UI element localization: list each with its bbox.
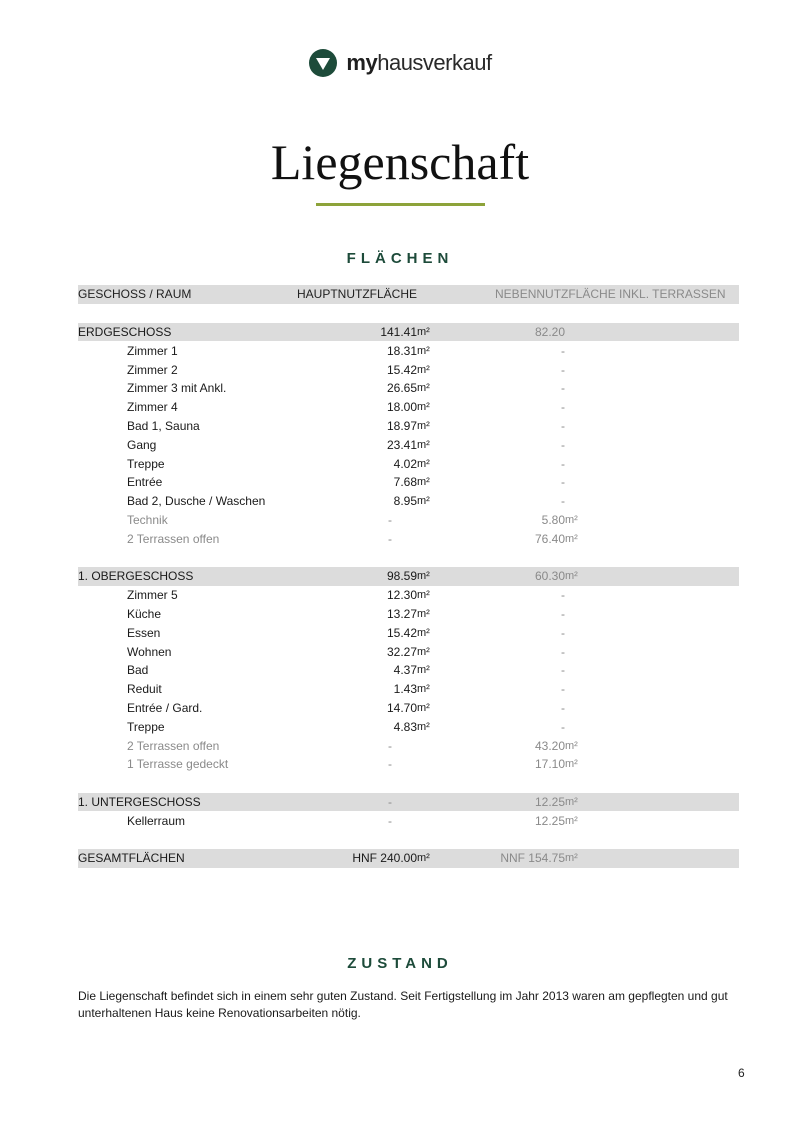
unit-label: m² bbox=[417, 645, 430, 658]
room-side-area: - bbox=[561, 381, 566, 396]
room-name: Entrée / Gard. bbox=[127, 700, 203, 715]
unit-label: m² bbox=[565, 793, 739, 812]
room-row bbox=[78, 398, 739, 417]
unit-label: m² bbox=[417, 720, 430, 733]
header-side-area: NEBENNUTZFLÄCHE INKL. TERRASSEN bbox=[457, 285, 739, 304]
condition-text: Die Liegenschaft befindet sich in einem sehr guten Zustand. Seit Fertigstellung im Jahr 2013 waren am gepflegten und gut unterhaltenen Haus keine Renovationsarbeiten nötig. bbox=[78, 989, 728, 1020]
spacer-row bbox=[78, 830, 739, 849]
unit-label: m² bbox=[417, 438, 430, 451]
room-side-area: - bbox=[561, 719, 566, 734]
unit-label: m² bbox=[565, 814, 578, 827]
total-main-area: HNF 240.00 bbox=[297, 849, 417, 868]
room-name: Zimmer 2 bbox=[127, 362, 178, 377]
brand-logo bbox=[0, 48, 800, 78]
room-main-area: 26.65 bbox=[386, 381, 418, 396]
shield-logo-icon bbox=[308, 48, 338, 78]
room-side-area: 12.25 bbox=[534, 813, 566, 828]
room-side-area: 5.80 bbox=[541, 512, 566, 527]
room-row bbox=[78, 454, 739, 473]
room-row bbox=[78, 699, 739, 718]
room-row bbox=[78, 755, 739, 774]
room-side-area: - bbox=[561, 625, 566, 640]
floor-name: ERDGESCHOSS bbox=[78, 323, 297, 342]
table-header bbox=[78, 285, 739, 304]
room-main-area: 18.97 bbox=[386, 418, 418, 433]
room-name: Technik bbox=[127, 512, 168, 527]
room-main-area: 15.42 bbox=[386, 625, 418, 640]
room-main-area: - bbox=[388, 813, 393, 828]
unit-label: m² bbox=[417, 419, 430, 432]
room-main-area: - bbox=[388, 738, 393, 753]
room-name: Reduit bbox=[127, 682, 162, 697]
unit-label: m² bbox=[417, 567, 457, 586]
unit-label: m² bbox=[417, 344, 430, 357]
areas-heading: FLÄCHEN bbox=[346, 250, 454, 267]
floor-row bbox=[78, 567, 739, 586]
room-main-area: 23.41 bbox=[386, 437, 418, 452]
unit-label: m² bbox=[417, 626, 430, 639]
floor-side-area: 82.20 bbox=[457, 323, 565, 342]
room-name: Bad 2, Dusche / Waschen bbox=[127, 494, 266, 509]
floor-main-area: 141.41 bbox=[297, 323, 417, 342]
brand-name: myhausverkauf bbox=[346, 50, 492, 75]
room-side-area: - bbox=[561, 682, 566, 697]
room-side-area: - bbox=[561, 343, 566, 358]
room-side-area: - bbox=[561, 456, 566, 471]
room-side-area: - bbox=[561, 588, 566, 603]
room-side-area: - bbox=[561, 418, 566, 433]
room-name: Bad 1, Sauna bbox=[127, 418, 200, 433]
room-main-area: 13.27 bbox=[386, 606, 418, 621]
room-main-area: 14.70 bbox=[386, 700, 418, 715]
unit-label: m² bbox=[565, 849, 739, 868]
spacer-row bbox=[78, 304, 739, 323]
title-underline bbox=[316, 203, 485, 206]
room-main-area: 7.68 bbox=[393, 475, 418, 490]
total-label: GESAMTFLÄCHEN bbox=[78, 849, 297, 868]
room-row bbox=[78, 360, 739, 379]
unit-label: m² bbox=[417, 363, 430, 376]
room-side-area: - bbox=[561, 606, 566, 621]
floor-main-area: 98.59 bbox=[297, 567, 417, 586]
room-side-area: 43.20 bbox=[534, 738, 566, 753]
room-side-area: - bbox=[561, 362, 566, 377]
room-main-area: 12.30 bbox=[386, 588, 418, 603]
floor-side-area: 60.30 bbox=[457, 567, 565, 586]
condition-heading: ZUSTAND bbox=[347, 955, 453, 972]
unit-label: m² bbox=[565, 758, 578, 771]
unit-label: m² bbox=[417, 683, 430, 696]
room-name: 1 Terrasse gedeckt bbox=[127, 757, 229, 772]
room-name: Zimmer 3 mit Ankl. bbox=[127, 381, 227, 396]
room-main-area: 4.83 bbox=[393, 719, 418, 734]
room-name: Zimmer 1 bbox=[127, 343, 178, 358]
floor-main-area: - bbox=[297, 793, 417, 812]
room-row bbox=[78, 341, 739, 360]
room-name: Gang bbox=[127, 437, 157, 452]
room-main-area: 18.00 bbox=[386, 400, 418, 415]
room-name: Treppe bbox=[127, 456, 165, 471]
total-side-area: NNF 154.75 bbox=[457, 849, 565, 868]
unit-label: m² bbox=[417, 589, 430, 602]
room-side-area: - bbox=[561, 494, 566, 509]
floor-row bbox=[78, 323, 739, 342]
room-side-area: 76.40 bbox=[534, 531, 566, 546]
room-row bbox=[78, 736, 739, 755]
unit-label: m² bbox=[417, 401, 430, 414]
room-name: Zimmer 5 bbox=[127, 588, 178, 603]
room-row bbox=[78, 473, 739, 492]
unit-label: m² bbox=[417, 495, 430, 508]
room-side-area: - bbox=[561, 663, 566, 678]
room-main-area: 4.02 bbox=[393, 456, 418, 471]
room-side-area: - bbox=[561, 437, 566, 452]
room-row bbox=[78, 379, 739, 398]
room-name: Wohnen bbox=[127, 644, 172, 659]
room-name: Küche bbox=[127, 606, 162, 621]
room-name: Kellerraum bbox=[127, 813, 186, 828]
total-row bbox=[78, 849, 739, 868]
room-row bbox=[78, 511, 739, 530]
header-main-area: HAUPTNUTZFLÄCHE bbox=[297, 285, 417, 304]
unit-label: m² bbox=[565, 567, 739, 586]
room-main-area: - bbox=[388, 531, 393, 546]
room-side-area: - bbox=[561, 475, 566, 490]
unit-label: m² bbox=[565, 532, 578, 545]
room-name: Zimmer 4 bbox=[127, 400, 178, 415]
room-row bbox=[78, 661, 739, 680]
unit-label: m² bbox=[417, 664, 430, 677]
room-row bbox=[78, 642, 739, 661]
room-side-area: - bbox=[561, 400, 566, 415]
room-row bbox=[78, 417, 739, 436]
areas-table bbox=[78, 285, 739, 868]
room-row bbox=[78, 529, 739, 548]
room-row bbox=[78, 586, 739, 605]
room-name: Treppe bbox=[127, 719, 165, 734]
unit-label: m² bbox=[417, 323, 457, 342]
header-room: GESCHOSS / RAUM bbox=[78, 285, 297, 304]
room-name: Entrée bbox=[127, 475, 163, 490]
unit-label: m² bbox=[417, 457, 430, 470]
room-main-area: 4.37 bbox=[393, 663, 418, 678]
page-number: 6 bbox=[738, 1066, 745, 1080]
room-row bbox=[78, 717, 739, 736]
floor-name: 1. UNTERGESCHOSS bbox=[78, 793, 297, 812]
page-title: Liegenschaft bbox=[270, 134, 530, 190]
room-row bbox=[78, 435, 739, 454]
room-main-area: 15.42 bbox=[386, 362, 418, 377]
unit-label: m² bbox=[417, 476, 430, 489]
room-row bbox=[78, 680, 739, 699]
room-side-area: - bbox=[561, 700, 566, 715]
room-main-area: - bbox=[388, 512, 393, 527]
room-main-area: - bbox=[388, 757, 393, 772]
room-side-area: 17.10 bbox=[534, 757, 566, 772]
room-name: 2 Terrassen offen bbox=[127, 738, 220, 753]
spacer-row bbox=[78, 548, 739, 567]
room-row bbox=[78, 811, 739, 830]
spacer-row bbox=[78, 774, 739, 793]
room-row bbox=[78, 623, 739, 642]
room-main-area: 32.27 bbox=[386, 644, 418, 659]
floor-row bbox=[78, 793, 739, 812]
floor-side-area: 12.25 bbox=[457, 793, 565, 812]
room-main-area: 8.95 bbox=[393, 494, 418, 509]
floor-name: 1. OBERGESCHOSS bbox=[78, 567, 297, 586]
room-side-area: - bbox=[561, 644, 566, 659]
unit-label: m² bbox=[417, 849, 457, 868]
unit-label: m² bbox=[565, 513, 578, 526]
unit-label: m² bbox=[417, 607, 430, 620]
room-name: Bad bbox=[127, 663, 149, 678]
unit-label: m² bbox=[565, 739, 578, 752]
unit-label: m² bbox=[417, 701, 430, 714]
room-name: Essen bbox=[127, 625, 161, 640]
room-main-area: 1.43 bbox=[393, 682, 418, 697]
room-row bbox=[78, 605, 739, 624]
room-main-area: 18.31 bbox=[386, 343, 418, 358]
room-row bbox=[78, 492, 739, 511]
unit-label: m² bbox=[417, 382, 430, 395]
room-name: 2 Terrassen offen bbox=[127, 531, 220, 546]
